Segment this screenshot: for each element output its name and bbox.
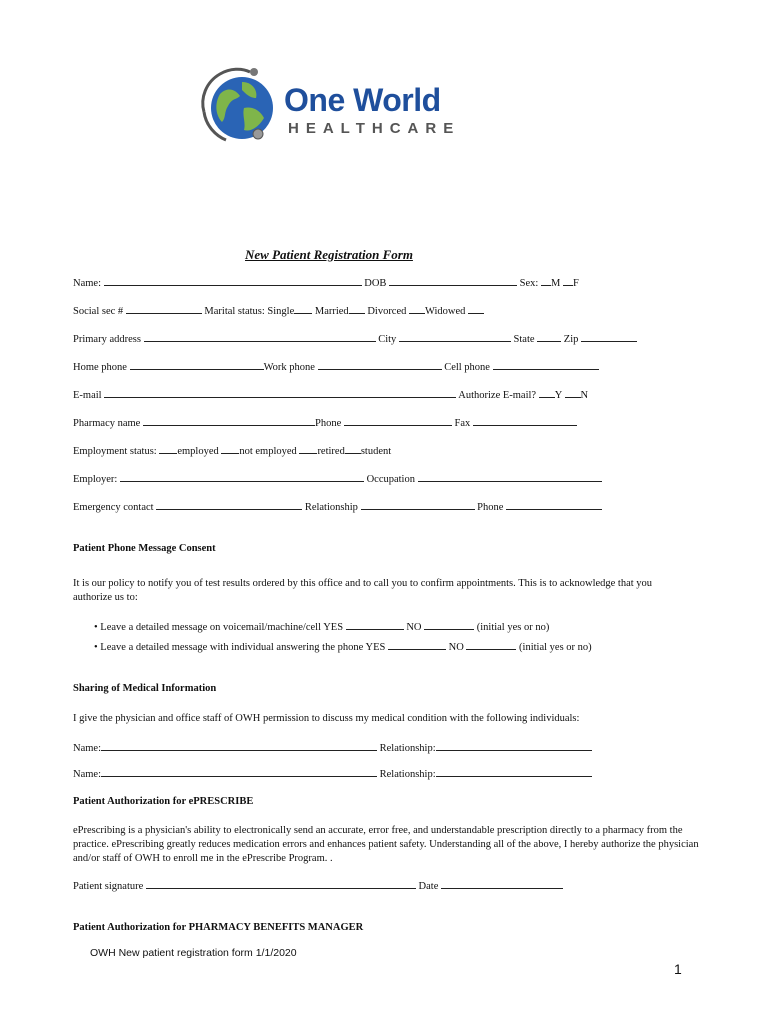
city-field[interactable]	[399, 331, 511, 342]
cell-phone-label: Cell phone	[444, 362, 490, 373]
row-pharmacy	[73, 415, 577, 431]
row-employer	[73, 471, 602, 487]
pharmacy-phone-label: Phone	[314, 418, 342, 429]
city-label: City	[378, 334, 397, 345]
married-field[interactable]	[349, 303, 365, 314]
sharing-relationship-field-2[interactable]	[436, 766, 592, 777]
sex-m-label: M	[550, 278, 561, 289]
work-phone-label: Work phone	[263, 362, 315, 373]
emergency-phone-field[interactable]	[506, 499, 602, 510]
employment-label: Employment status:	[73, 446, 157, 457]
logo-line2: HEALTHCARE	[288, 120, 461, 137]
home-phone-field[interactable]	[130, 359, 264, 370]
student-label: student	[360, 446, 392, 457]
email-label: E-mail	[73, 390, 102, 401]
widowed-label: Widowed	[425, 306, 466, 317]
zip-label: Zip	[563, 334, 579, 345]
emergency-relationship-label: Relationship	[304, 502, 358, 513]
bullet1-note: (initial yes or no)	[476, 622, 550, 633]
student-field[interactable]	[345, 443, 361, 454]
row-employment	[73, 443, 391, 459]
bullet1-no-label: NO	[406, 622, 422, 633]
signature-field[interactable]	[146, 878, 416, 889]
social-field[interactable]	[126, 303, 202, 314]
globe-stethoscope-icon	[196, 64, 278, 146]
address-label: Primary address	[73, 334, 141, 345]
row-emergency	[73, 499, 602, 515]
row-phones	[73, 359, 599, 375]
sharing-text: I give the physician and office staff of OWH permission to discuss my medical condition with the following individuals:	[73, 713, 580, 724]
bullet1-yes-field[interactable]	[346, 619, 404, 630]
sharing-relationship-field-1[interactable]	[436, 740, 592, 751]
eprescribe-text: ePrescribing is a physician's ability to electronically send an accurate, error free, and understandable prescription directly to a pharmacy from the practice. ePrescribing greatly reduces medication errors and enhances patient safety. Understanding all of the above, I hereby authorize the physician and/or staff of OWH to enroll me in the ePrescribe Program. .	[73, 825, 699, 864]
sharing-name-field-1[interactable]	[101, 740, 377, 751]
sharing-relationship-label: Relationship:	[379, 769, 436, 780]
authorize-yes-field[interactable]	[539, 387, 555, 398]
signature-row	[73, 878, 563, 894]
widowed-field[interactable]	[468, 303, 484, 314]
sex-label: Sex:	[519, 278, 539, 289]
authorize-yes-label: Y	[554, 390, 562, 401]
zip-field[interactable]	[581, 331, 637, 342]
not-employed-field[interactable]	[221, 443, 239, 454]
row-social	[73, 303, 484, 319]
social-label: Social sec #	[73, 306, 124, 317]
sharing-heading: Sharing of Medical Information	[73, 683, 217, 694]
consent-heading: Patient Phone Message Consent	[73, 543, 216, 554]
occupation-field[interactable]	[418, 471, 602, 482]
bullet1-no-field[interactable]	[424, 619, 474, 630]
fax-label: Fax	[454, 418, 471, 429]
bullet2-text: • Leave a detailed message with individual answering the phone YES	[94, 642, 386, 653]
employed-field[interactable]	[159, 443, 177, 454]
pbm-heading: Patient Authorization for PHARMACY BENEFITS MANAGER	[73, 922, 364, 933]
single-field[interactable]	[294, 303, 312, 314]
row-name	[73, 275, 579, 291]
emergency-phone-label: Phone	[477, 502, 504, 513]
bullet2-no-field[interactable]	[466, 639, 516, 650]
page-title: New Patient Registration Form	[245, 247, 413, 262]
occupation-label: Occupation	[366, 474, 415, 485]
employer-label: Employer:	[73, 474, 118, 485]
row-email	[73, 387, 588, 403]
not-employed-label: not employed	[239, 446, 297, 457]
sex-m-field[interactable]	[541, 275, 551, 286]
page-number: 1	[674, 961, 682, 977]
sex-f-field[interactable]	[563, 275, 573, 286]
consent-bullet-1	[94, 619, 549, 635]
sex-f-label: F	[572, 278, 579, 289]
cell-phone-field[interactable]	[493, 359, 599, 370]
sharing-name-label: Name:	[73, 769, 101, 780]
bullet2-yes-field[interactable]	[388, 639, 446, 650]
signature-date-field[interactable]	[441, 878, 563, 889]
fax-field[interactable]	[473, 415, 577, 426]
email-field[interactable]	[104, 387, 456, 398]
divorced-label: Divorced	[367, 306, 407, 317]
state-field[interactable]	[537, 331, 561, 342]
pharmacy-phone-field[interactable]	[344, 415, 452, 426]
dob-field[interactable]	[389, 275, 517, 286]
footer-text: OWH New patient registration form 1/1/2020	[90, 947, 297, 959]
bullet2-no-label: NO	[448, 642, 464, 653]
retired-field[interactable]	[299, 443, 317, 454]
consent-text: It is our policy to notify you of test results ordered by this office and to call you to confirm appointments. This is to acknowledge that you authorize us to:	[73, 578, 653, 603]
married-label: Married	[314, 306, 349, 317]
sharing-row-2	[73, 766, 592, 782]
retired-label: retired	[317, 446, 345, 457]
name-field[interactable]	[104, 275, 362, 286]
eprescribe-heading: Patient Authorization for ePRESCRIBE	[73, 796, 254, 807]
authorize-no-field[interactable]	[565, 387, 581, 398]
authorize-no-label: N	[580, 390, 589, 401]
employer-field[interactable]	[120, 471, 364, 482]
dob-label: DOB	[364, 278, 387, 289]
bullet2-note: (initial yes or no)	[519, 642, 592, 653]
logo-line1: One World	[284, 82, 441, 118]
state-label: State	[513, 334, 535, 345]
signature-date-label: Date	[418, 881, 439, 892]
marital-label: Marital status: Single	[204, 306, 295, 317]
pharmacy-field[interactable]	[143, 415, 315, 426]
sharing-relationship-label: Relationship:	[379, 743, 436, 754]
row-address	[73, 331, 637, 347]
bullet1-text: • Leave a detailed message on voicemail/machine/cell YES	[94, 622, 344, 633]
work-phone-field[interactable]	[318, 359, 442, 370]
sharing-name-label: Name:	[73, 743, 101, 754]
pharmacy-label: Pharmacy name	[73, 418, 141, 429]
authorize-email-label: Authorize E-mail?	[458, 390, 537, 401]
consent-bullet-2	[94, 639, 592, 655]
sharing-name-field-2[interactable]	[101, 766, 377, 777]
employed-label: employed	[177, 446, 219, 457]
emergency-label: Emergency contact	[73, 502, 154, 513]
address-field[interactable]	[144, 331, 376, 342]
name-label: Name:	[73, 278, 101, 289]
emergency-relationship-field[interactable]	[361, 499, 475, 510]
sharing-row-1	[73, 740, 592, 756]
divorced-field[interactable]	[409, 303, 425, 314]
logo	[196, 64, 496, 146]
emergency-field[interactable]	[156, 499, 302, 510]
signature-label: Patient signature	[73, 881, 144, 892]
home-phone-label: Home phone	[73, 362, 127, 373]
